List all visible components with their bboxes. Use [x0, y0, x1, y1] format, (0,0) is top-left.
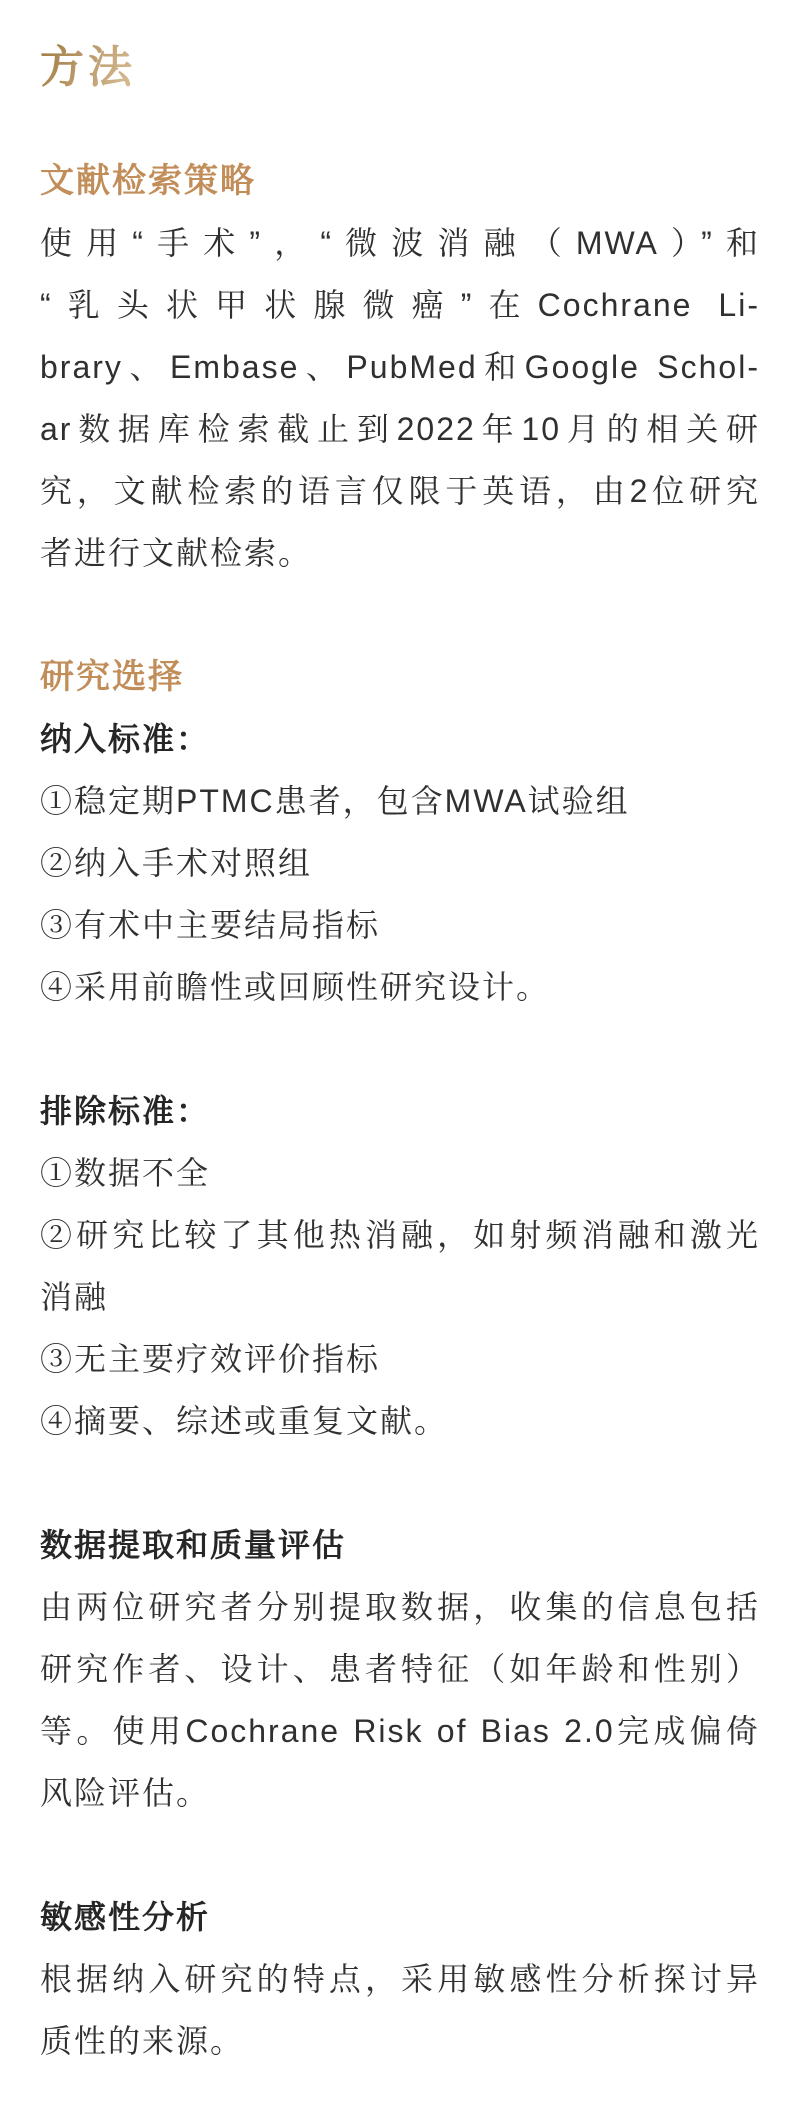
section-exclusion-criteria [40, 1080, 760, 1452]
exclusion-criteria-item: ④摘要、综述或重复文献。 [40, 1403, 449, 1439]
exclusion-criteria-item: ①数据不全 [40, 1155, 211, 1191]
sensitivity-analysis-heading: 敏感性分析 [40, 1899, 211, 1935]
page-title: 方法 [40, 43, 136, 92]
inclusion-criteria-item: ①稳定期PTMC患者，包含MWA试验组 [40, 783, 630, 819]
section-data-extraction [40, 1514, 760, 1824]
paragraph-line: brary、Embase、PubMed和Google Schol- [40, 349, 760, 385]
paragraph-line: 等。使用Cochrane Risk of Bias 2.0完成偏倚 [40, 1713, 760, 1749]
section-search-strategy [40, 150, 760, 584]
paragraph-line: 风险评估。 [40, 1775, 211, 1811]
inclusion-criteria-item: ④采用前瞻性或回顾性研究设计。 [40, 969, 551, 1005]
paragraph-line: 根据纳入研究的特点，采用敏感性分析探讨异 [40, 1961, 760, 1997]
inclusion-criteria-item: ③有术中主要结局指标 [40, 907, 381, 943]
paragraph-line: 由两位研究者分别提取数据，收集的信息包括 [40, 1589, 760, 1625]
search-strategy-heading: 文献检索策略 [40, 162, 256, 200]
exclusion-criteria-item: 消融 [40, 1279, 109, 1315]
paragraph-line: “乳头状甲状腺微癌”在Cochrane Li- [40, 287, 760, 323]
paragraph-line: 研究作者、设计、患者特征（如年龄和性别） [40, 1651, 760, 1687]
paragraph-line: 者进行文献检索。 [40, 535, 313, 571]
exclusion-criteria-label: 排除标准： [40, 1093, 211, 1129]
study-selection-heading: 研究选择 [40, 658, 184, 696]
paragraph-line: 究，文献检索的语言仅限于英语，由2位研究 [40, 473, 760, 509]
section-study-selection [40, 646, 760, 1018]
paragraph-line: 质性的来源。 [40, 2023, 245, 2059]
paragraph-line: 使用“手术”，“微波消融（MWA）”和 [40, 225, 760, 261]
paragraph-line: ar数据库检索截止到2022年10月的相关研 [40, 411, 760, 447]
exclusion-criteria-item: ②研究比较了其他热消融，如射频消融和激光 [40, 1217, 760, 1253]
exclusion-criteria-item: ③无主要疗效评价指标 [40, 1341, 381, 1377]
inclusion-criteria-item: ②纳入手术对照组 [40, 845, 313, 881]
inclusion-criteria-label: 纳入标准： [40, 721, 211, 757]
section-sensitivity-analysis [40, 1886, 760, 2072]
data-extraction-heading: 数据提取和质量评估 [40, 1527, 347, 1563]
